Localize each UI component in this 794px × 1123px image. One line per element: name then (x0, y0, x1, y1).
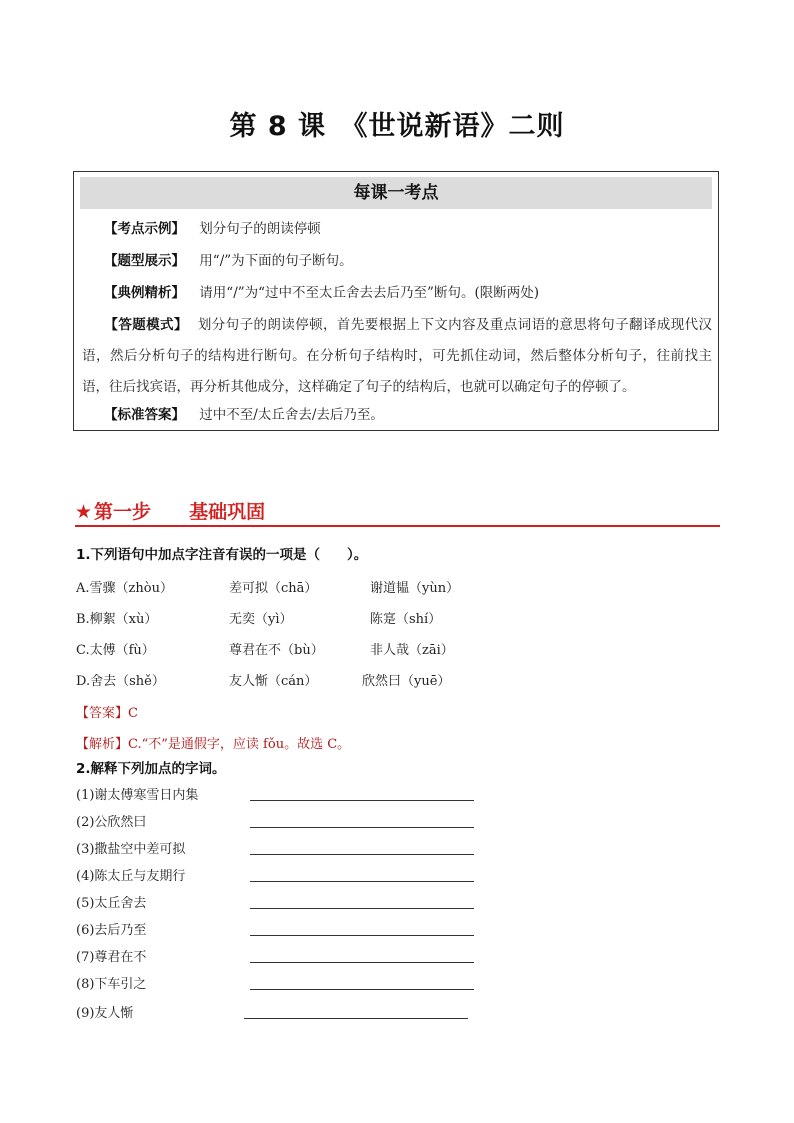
option-cell: 尊君在不（bù） (229, 643, 324, 658)
fill-item-text: (9)友人惭 (76, 1006, 134, 1021)
fill-item-text: (8)下车引之 (76, 977, 147, 992)
row-text: 划分句子的朗读停顿，首先要根据上下文内容及重点词语的意思将句子翻译成现代汉语，然后分析句子的结构进行断句。在分析句子结构时，可先抓住动词，然后整体分析句子，往前找主语，往后找宾语，再分析其他成分，这样确定了句子的结构后，也就可以确定句子的停顿了。 (82, 317, 713, 395)
row-text: 请用“/”为“过中不至太丘舍去去后乃至”断句。(限断两处) (199, 285, 539, 301)
fill-item (76, 892, 496, 914)
fill-item-text: (5)太丘舍去 (76, 896, 147, 911)
analysis-text: C.“不”是通假字，应读 fǒu。故选 C。 (128, 737, 351, 752)
answer-blank[interactable] (250, 989, 474, 990)
row-label: 【典例精析】 (104, 285, 185, 301)
answer-value: C (128, 706, 138, 721)
option-cell: A.雪骤（zhòu） (76, 581, 173, 596)
row-text: 过中不至/太丘舍去/去后乃至。 (199, 407, 384, 423)
answer-blank[interactable] (250, 854, 474, 855)
answer-blank[interactable] (250, 800, 474, 801)
example-analysis-row (74, 278, 720, 309)
answer-blank[interactable] (244, 1018, 468, 1019)
star-icon: ★ (75, 501, 93, 523)
fill-item (76, 946, 496, 968)
lesson-title: 第 8 课 《世说新语》二则 (229, 111, 565, 142)
analysis-line (76, 733, 350, 752)
analysis-tag: 【解析】 (76, 737, 129, 752)
key-point-example-row (74, 214, 720, 245)
fill-item (76, 865, 496, 887)
option-cell: 差可拟（chā） (229, 581, 318, 596)
fill-item (76, 973, 496, 995)
answer-pattern-row (74, 310, 720, 403)
row-label: 【答题模式】 (104, 317, 188, 333)
fill-item (76, 811, 496, 833)
option-cell: B.柳絮（xù） (76, 612, 158, 627)
step-one-heading (75, 497, 720, 527)
fill-item-text: (2)公欣然曰 (76, 815, 147, 830)
row-text: 用“/”为下面的句子断句。 (199, 253, 353, 269)
row-label: 【考点示例】 (104, 221, 185, 237)
option-cell: 非人哉（zāi） (370, 643, 454, 658)
key-point-heading: 每课一考点 (80, 177, 712, 209)
row-text: 划分句子的朗读停顿 (199, 221, 321, 237)
answer-blank[interactable] (250, 827, 474, 828)
row-label: 【题型展示】 (104, 253, 185, 269)
answer-tag: 【答案】 (76, 706, 129, 721)
fill-item (76, 919, 496, 941)
question-1: 1.下列语句中加点字注音有误的一项是（ ）。 (76, 547, 368, 563)
option-cell: C.太傅（fù） (76, 643, 155, 658)
step-label: 第一步 (94, 501, 152, 523)
option-cell: 友人惭（cán） (229, 674, 318, 689)
option-cell: 陈寔（shí） (370, 612, 442, 627)
fill-item (76, 784, 496, 806)
answer-blank[interactable] (250, 962, 474, 963)
row-label: 【标准答案】 (104, 407, 185, 423)
answer-blank[interactable] (250, 881, 474, 882)
fill-item (76, 838, 496, 860)
question-2: 2.解释下列加点的字词。 (76, 761, 226, 777)
option-cell: 欣然曰（yuē） (362, 674, 451, 689)
standard-answer-row (74, 400, 720, 431)
question-type-row (74, 246, 720, 277)
option-cell: D.舍去（shě） (76, 674, 165, 689)
fill-item-text: (1)谢太傅寒雪日内集 (76, 788, 199, 803)
answer-line (76, 702, 138, 721)
fill-item-text: (6)去后乃至 (76, 923, 147, 938)
key-point-box (73, 171, 719, 431)
fill-item (76, 1002, 496, 1024)
step-title: 基础巩固 (189, 501, 266, 523)
fill-item-text: (4)陈太丘与友期行 (76, 869, 186, 884)
answer-blank[interactable] (250, 908, 474, 909)
option-cell: 谢道韫（yùn） (370, 581, 460, 596)
fill-item-text: (7)尊君在不 (76, 950, 147, 965)
option-cell: 无奕（yì） (229, 612, 293, 627)
answer-blank[interactable] (250, 935, 474, 936)
fill-item-text: (3)撒盐空中差可拟 (76, 842, 186, 857)
